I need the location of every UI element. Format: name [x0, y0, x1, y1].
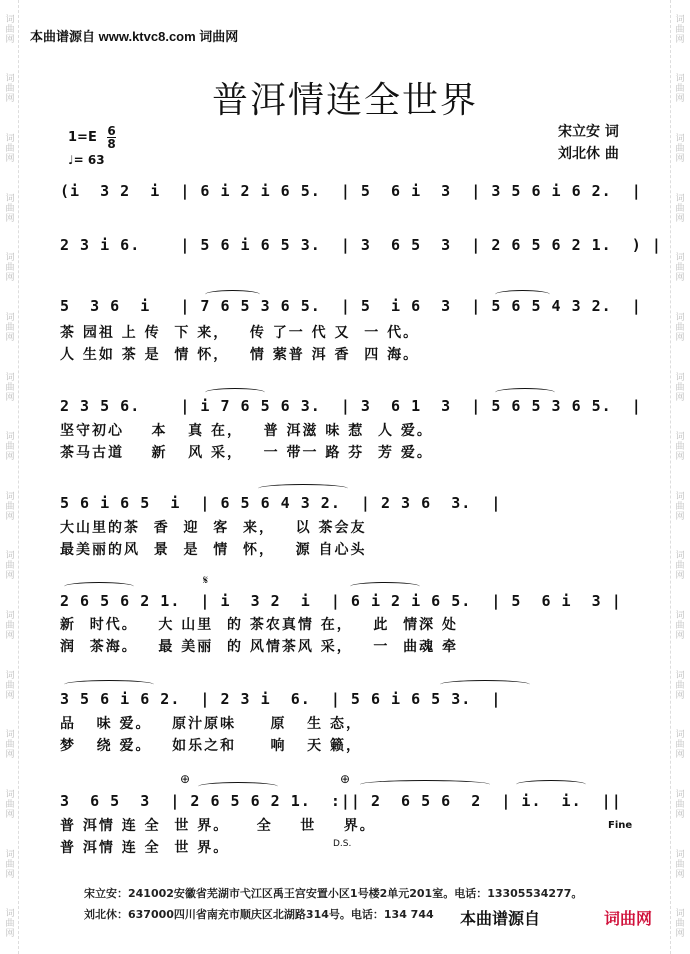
watermark-group: 词 曲 网: [675, 909, 685, 940]
watermark-group: 词 曲 网: [5, 432, 15, 463]
watermark-group: 词 曲 网: [675, 134, 685, 165]
watermark-group: 词 曲 网: [5, 789, 15, 820]
score-row-2: [60, 236, 662, 266]
slur-mark: [495, 290, 550, 299]
watermark-group: 词 曲 网: [5, 730, 15, 761]
footer-lyricist-address: 宋立安：241002安徽省芜湖市弋江区禹王宫安置小区1号楼2单元201室。电话：13305534277。: [84, 887, 583, 900]
slur-mark: [205, 290, 260, 299]
lyric-line-row7-verse1: 品 味 爱。 原汁原味 原 生 态，: [60, 716, 362, 732]
lyric-line-row3-verse1: 茶 园祖 上 传 下 来， 传 了一 代 又 一 代。: [60, 325, 420, 341]
slur-mark: [516, 780, 586, 789]
footer-composer-address: 刘北休：637000四川省南充市顺庆区北湖路314号。电话：134 744: [84, 908, 434, 921]
lyric-line-row8-verse1: 普 洱情 连 全 世 界。 全 世 界。: [60, 818, 376, 834]
song-title: 普洱情连全世界: [211, 80, 478, 121]
lyric-line-row6-verse1: 新 时代。 大 山里 的 茶农真情 在， 此 情深 处: [60, 617, 458, 633]
watermark-group: 词 曲 网: [675, 74, 685, 105]
watermark-group: 词 曲 网: [5, 74, 15, 105]
watermark-group: 词 曲 网: [5, 372, 15, 403]
watermark-group: 词 曲 网: [5, 909, 15, 940]
watermark-group: 词 曲 网: [5, 670, 15, 701]
segno-icon: 𝄋: [203, 573, 209, 587]
watermark-group: 词 曲 网: [675, 730, 685, 761]
slur-mark: [64, 680, 154, 689]
watermark-group: 词 曲 网: [5, 134, 15, 165]
dal-segno-marking: D.S.: [333, 839, 352, 849]
left-margin-line: [18, 0, 20, 954]
watermark-group: 词 曲 网: [5, 312, 15, 343]
brand-source-label[interactable]: 本曲谱源自: [460, 909, 541, 928]
lyric-line-row3-verse2: 人 生如 茶 是 情 怀， 情 萦普 洱 香 四 海。: [60, 347, 420, 363]
slur-mark: [350, 582, 420, 591]
notation-line: 5 6 i 6 5 i | 6 5 6 4 3 2. | 2 3 6 3. |: [60, 494, 502, 512]
right-watermark-column: [672, 0, 688, 954]
slur-mark: [198, 782, 278, 791]
lyric-line-row4-verse2: 茶马古道 新 风 采， 一 带一 路 芬 芳 爱。: [60, 445, 433, 461]
slur-mark: [64, 582, 134, 591]
watermark-group: 词 曲 网: [675, 670, 685, 701]
key-signature: [68, 125, 116, 150]
source-site-header[interactable]: 本曲谱源自 www.ktvc8.com 词曲网: [30, 29, 239, 44]
meter-top: 6: [107, 124, 116, 138]
key-tonic: 1=E: [68, 130, 97, 145]
slur-mark: [495, 388, 555, 397]
watermark-group: 词 曲 网: [675, 491, 685, 522]
watermark-group: 词 曲 网: [5, 253, 15, 284]
coda-icon: ⊕: [180, 772, 191, 786]
notation-line: 5 3 6 i | 7 6 5 3 6 5. | 5 i 6 3 | 5 6 5 4 3 2. |: [60, 297, 642, 315]
notation-line: 3 5 6 i 6 2. | 2 3 i 6. | 5 6 i 6 5 3. |: [60, 690, 502, 708]
watermark-group: 词 曲 网: [675, 551, 685, 582]
watermark-group: 词 曲 网: [675, 14, 685, 45]
lyric-line-row8-verse2: 普 洱情 连 全 世 界。: [60, 840, 230, 856]
notation-line: 2 3 5 6. | i 7 6 5 6 3. | 3 6 1 3 | 5 6 5 3 6 5. |: [60, 397, 642, 415]
lyric-line-row5-verse2: 最美丽的风 景 是 情 怀， 源 自心头: [60, 542, 367, 558]
watermark-group: 词 曲 网: [675, 611, 685, 642]
watermark-group: 词 曲 网: [675, 193, 685, 224]
coda-icon: ⊕: [340, 772, 351, 786]
composer-credit: 刘北休 曲: [558, 146, 619, 162]
watermark-group: 词 曲 网: [675, 253, 685, 284]
notation-line: 3 6 5 3 | 2 6 5 6 2 1. :|| 2 6 5 6 2 | i. i. ||: [60, 792, 622, 810]
slur-mark: [205, 388, 265, 397]
left-watermark-column: [2, 0, 18, 954]
watermark-group: 词 曲 网: [675, 312, 685, 343]
watermark-group: 词 曲 网: [5, 551, 15, 582]
watermark-group: 词 曲 网: [5, 849, 15, 880]
lyric-line-row6-verse2: 润 茶海。 最 美丽 的 风情茶风 采， 一 曲魂 牵: [60, 639, 458, 655]
time-signature: [107, 125, 115, 150]
lyric-line-row4-verse1: 坚守初心 本 真 在， 普 洱滋 味 惹 人 爱。: [60, 423, 433, 439]
score-row-1: [60, 182, 642, 212]
watermark-group: 词 曲 网: [675, 789, 685, 820]
meter-bottom: 8: [107, 137, 116, 151]
watermark-group: 词 曲 网: [5, 611, 15, 642]
notation-line: 2 3 i 6. | 5 6 i 6 5 3. | 3 6 5 3 | 2 6 5 6 2 1. ) |: [60, 236, 662, 254]
watermark-group: 词 曲 网: [675, 372, 685, 403]
notation-line: (i 3 2 i | 6 i 2 i 6 5. | 5 6 i 3 | 3 5 6 i 6 2. |: [60, 182, 642, 200]
slur-mark: [360, 780, 490, 789]
lyricist-credit: 宋立安 词: [558, 124, 619, 140]
slur-mark: [440, 680, 530, 689]
watermark-group: 词 曲 网: [675, 849, 685, 880]
watermark-group: 词 曲 网: [675, 432, 685, 463]
brand-site-logo[interactable]: 词曲网: [604, 909, 653, 928]
watermark-group: 词 曲 网: [5, 193, 15, 224]
notation-line: 2 6 5 6 2 1. | i 3 2 i | 6 i 2 i 6 5. | 5 6 i 3 |: [60, 592, 622, 610]
watermark-group: 词 曲 网: [5, 491, 15, 522]
lyric-line-row5-verse1: 大山里的茶 香 迎 客 来， 以 茶会友: [60, 520, 367, 536]
watermark-group: 词 曲 网: [5, 14, 15, 45]
slur-mark: [258, 484, 348, 493]
tempo-marking: ♩= 63: [68, 153, 105, 167]
fine-marking: Fine: [608, 820, 633, 831]
lyric-line-row7-verse2: 梦 绕 爱。 如乐之和 响 天 籁，: [60, 738, 362, 754]
